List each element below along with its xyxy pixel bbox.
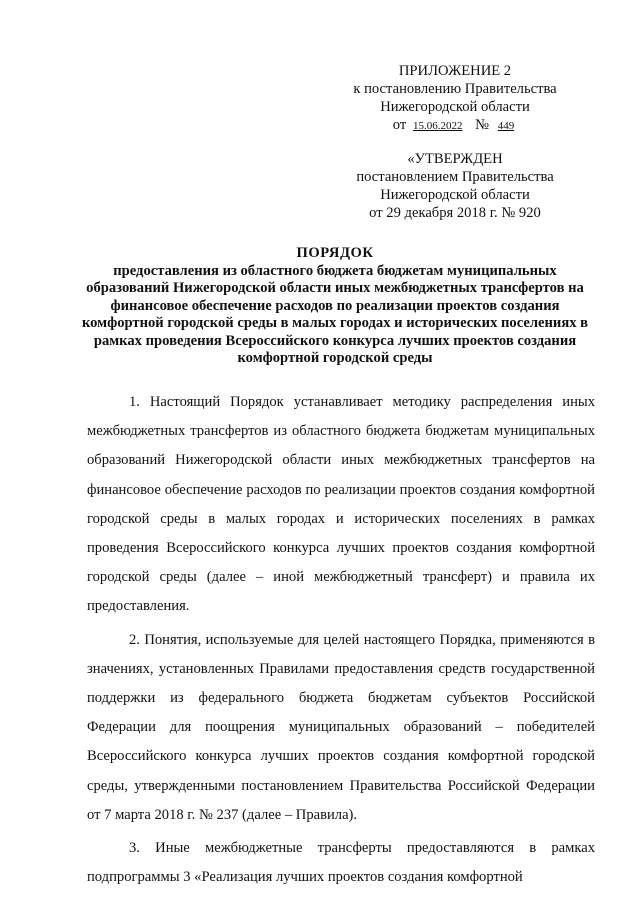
appendix-line-2: Нижегородской области xyxy=(380,99,530,115)
appendix-date-line xyxy=(300,116,610,135)
document-body xyxy=(87,388,595,892)
document-subtitle: предоставления из областного бюджета бюджетам муниципальных образований Нижегородской области иных межбюджетных трансфертов на финансовое обеспечение расходов по реализации проектов создания комфортной городской среды в малых городах и исторических поселениях в рамках проведения Всероссийского конкурса лучших проектов создания комфортной городской среды xyxy=(81,262,589,366)
paragraph-1: 1. Настоящий Порядок устанавливает методику распределения иных межбюджетных трансфертов из областного бюджета бюджетам муниципальных образований Нижегородской области иных межбюджетных трансфертов на финансовое обеспечение расходов по реализации проектов создания комфортной городской среды в малых городах и исторических поселениях в рамках проведения Всероссийского конкурса лучших проектов создания комфортной городской среды (далее – иной межбюджетный трансферт) и правила их предоставления. xyxy=(87,394,595,615)
decree-date: 15.06.2022 xyxy=(412,120,463,132)
paragraph-2: 2. Понятия, используемые для целей настоящего Порядка, применяются в значениях, установленных Правилами предоставления средств государственной поддержки из федерального бюджета бюджетам субъектов Российской Федерации для поощрения муниципальных образований – победителей Всероссийского конкурса лучших проектов создания комфортной городской среды, утвержденными постановлением Правительства Российской Федерации от 7 марта 2018 г. № 237 (далее – Правила). xyxy=(87,631,595,823)
approved-line-4: от 29 декабря 2018 г. № 920 xyxy=(369,205,541,221)
date-prefix: от xyxy=(392,117,407,133)
appendix-line-1: к постановлению Правительства xyxy=(353,81,557,97)
approved-line-3: Нижегородской области xyxy=(380,187,530,203)
number-sign: № xyxy=(475,117,490,133)
appendix-heading: ПРИЛОЖЕНИЕ 2 xyxy=(398,63,512,79)
document-title-block xyxy=(80,245,590,368)
paragraph-3: 3. Иные межбюджетные трансферты предоставляются в рамках подпрограммы 3 «Реализация лучших проектов создания комфортной xyxy=(87,840,595,886)
appendix-header xyxy=(300,62,610,135)
approved-stamp-block xyxy=(300,150,610,222)
decree-number: 449 xyxy=(497,120,515,132)
document-title: ПОРЯДОК xyxy=(296,245,374,261)
approved-line-1: «УТВЕРЖДЕН xyxy=(407,151,503,167)
approved-line-2: постановлением Правительства xyxy=(356,169,554,185)
